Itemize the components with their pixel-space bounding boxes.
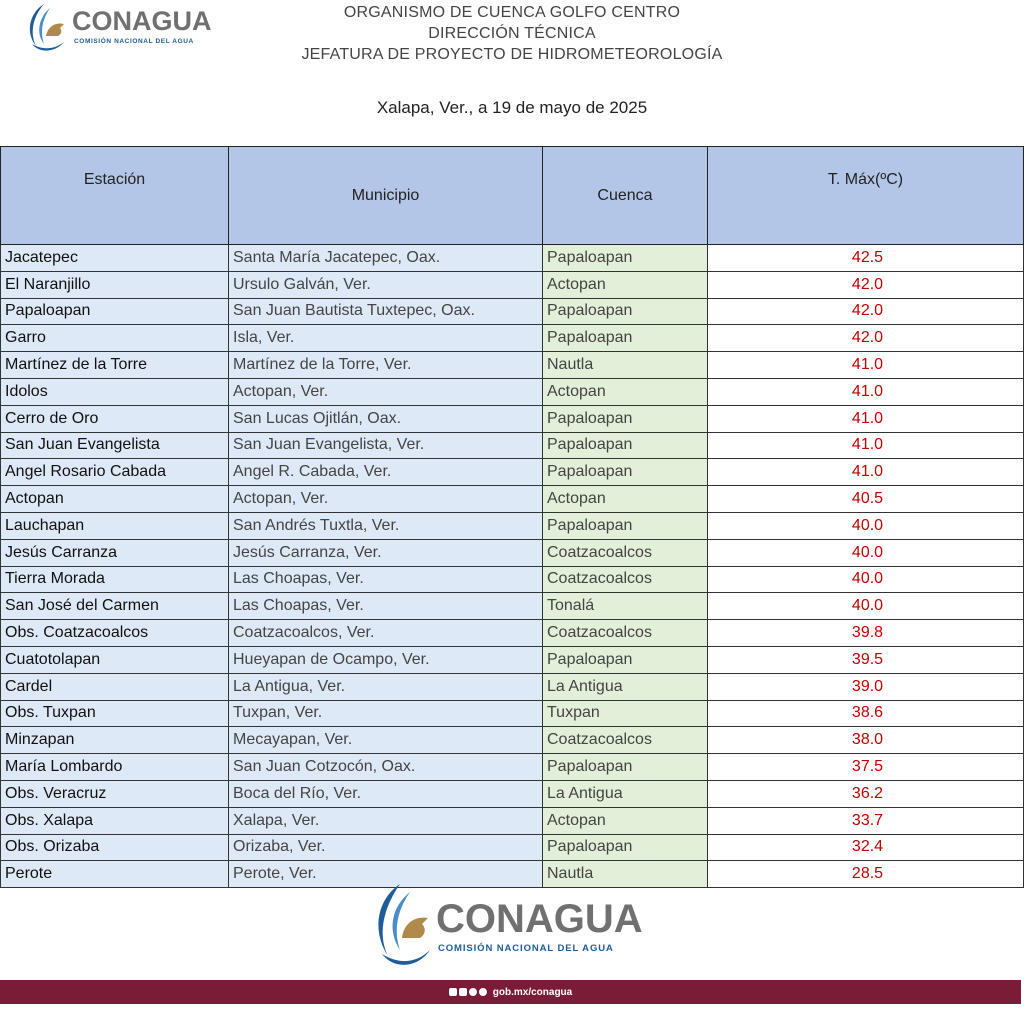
cell-estacion: Cerro de Oro [1,405,229,432]
cell-municipio: San Andrés Tuxtla, Ver. [229,512,543,539]
cell-municipio: Santa María Jacatepec, Oax. [229,245,543,272]
cell-municipio: Boca del Río, Ver. [229,780,543,807]
cell-cuenca: Nautla [543,861,708,888]
footer-url-link[interactable]: gob.mx/conagua [492,986,573,998]
logo-top-name: CONAGUA [72,6,212,36]
cell-estacion: María Lombardo [1,754,229,781]
org-line-3: JEFATURA DE PROYECTO DE HIDROMETEOROLOGÍA [301,46,723,63]
cell-tmax: 40.0 [708,539,1024,566]
cell-cuenca: Coatzacoalcos [543,727,708,754]
cell-estacion: Jesús Carranza [1,539,229,566]
cell-municipio: Las Choapas, Ver. [229,566,543,593]
table-row [1,807,1024,834]
table-row [1,459,1024,486]
cell-tmax: 41.0 [708,405,1024,432]
table-row [1,834,1024,861]
cell-municipio: Hueyapan de Ocampo, Ver. [229,646,543,673]
table-row [1,566,1024,593]
cell-tmax: 42.5 [708,245,1024,272]
header-cuenca: Cuenca [543,147,708,245]
cell-cuenca: Coatzacoalcos [543,620,708,647]
cell-municipio: San Lucas Ojitlán, Oax. [229,405,543,432]
cell-municipio: Actopan, Ver. [229,378,543,405]
cell-cuenca: Actopan [543,271,708,298]
cell-municipio: San Juan Cotzocón, Oax. [229,754,543,781]
cell-municipio: Perote, Ver. [229,861,543,888]
cell-cuenca: Coatzacoalcos [543,539,708,566]
cell-municipio: Jesús Carranza, Ver. [229,539,543,566]
cell-cuenca: Papaloapan [543,754,708,781]
cell-tmax: 37.5 [708,754,1024,781]
cell-tmax: 38.0 [708,727,1024,754]
cell-estacion: Obs. Coatzacoalcos [1,620,229,647]
instagram-icon[interactable] [469,988,477,996]
cell-municipio: Mecayapan, Ver. [229,727,543,754]
table-row [1,245,1024,272]
cell-estacion: Martínez de la Torre [1,352,229,379]
cell-tmax: 41.0 [708,378,1024,405]
header-estacion: Estación [1,147,229,245]
cell-estacion: Perote [1,861,229,888]
facebook-icon[interactable] [449,988,457,996]
cell-tmax: 41.0 [708,352,1024,379]
logo-bottom-subtitle: COMISIÓN NACIONAL DEL AGUA [438,943,614,954]
table-row [1,512,1024,539]
cell-cuenca: Papaloapan [543,405,708,432]
cell-tmax: 38.6 [708,700,1024,727]
cell-cuenca: La Antigua [543,673,708,700]
cell-cuenca: Papaloapan [543,325,708,352]
table-row [1,352,1024,379]
cell-municipio: La Antigua, Ver. [229,673,543,700]
cell-estacion: Obs. Xalapa [1,807,229,834]
cell-municipio: Xalapa, Ver. [229,807,543,834]
cell-municipio: Martínez de la Torre, Ver. [229,352,543,379]
cell-tmax: 33.7 [708,807,1024,834]
x-icon[interactable] [459,988,467,996]
table-row [1,754,1024,781]
report-date: Xalapa, Ver., a 19 de mayo de 2025 [376,98,648,117]
table-row [1,298,1024,325]
cell-cuenca: Nautla [543,352,708,379]
cell-tmax: 42.0 [708,271,1024,298]
cell-tmax: 42.0 [708,325,1024,352]
cell-estacion: Lauchapan [1,512,229,539]
cell-municipio: Las Choapas, Ver. [229,593,543,620]
cell-tmax: 32.4 [708,834,1024,861]
cell-municipio: Ursulo Galván, Ver. [229,271,543,298]
table-row [1,405,1024,432]
organization-header [0,2,1024,65]
logo-top-subtitle: COMISIÓN NACIONAL DEL AGUA [74,38,194,45]
cell-cuenca: Papaloapan [543,298,708,325]
table-row [1,486,1024,513]
org-line-2: DIRECCIÓN TÉCNICA [428,25,596,42]
cell-estacion: Minzapan [1,727,229,754]
conagua-logo-bottom [370,880,660,970]
cell-tmax: 41.0 [708,432,1024,459]
table-row [1,727,1024,754]
cell-estacion: Garro [1,325,229,352]
youtube-icon[interactable] [479,988,487,996]
cell-municipio: Orizaba, Ver. [229,834,543,861]
cell-estacion: Obs. Veracruz [1,780,229,807]
cell-tmax: 40.0 [708,593,1024,620]
cell-estacion: El Naranjillo [1,271,229,298]
cell-estacion: Papaloapan [1,298,229,325]
table-row [1,325,1024,352]
cell-cuenca: Papaloapan [543,432,708,459]
cell-cuenca: Papaloapan [543,459,708,486]
cell-estacion: Cardel [1,673,229,700]
cell-municipio: San Juan Evangelista, Ver. [229,432,543,459]
cell-cuenca: Papaloapan [543,646,708,673]
cell-estacion: Idolos [1,378,229,405]
cell-tmax: 41.0 [708,459,1024,486]
header-tmax: T. Máx(ºC) [708,147,1024,245]
cell-tmax: 39.8 [708,620,1024,647]
cell-municipio: Coatzacoalcos, Ver. [229,620,543,647]
cell-estacion: Jacatepec [1,245,229,272]
cell-municipio: Isla, Ver. [229,325,543,352]
cell-tmax: 40.5 [708,486,1024,513]
cell-tmax: 40.0 [708,566,1024,593]
cell-tmax: 42.0 [708,298,1024,325]
cell-cuenca: Coatzacoalcos [543,566,708,593]
table-row [1,646,1024,673]
cell-tmax: 39.5 [708,646,1024,673]
cell-cuenca: Tuxpan [543,700,708,727]
cell-estacion: San José del Carmen [1,593,229,620]
cell-cuenca: Actopan [543,807,708,834]
cell-cuenca: Tonalá [543,593,708,620]
cell-tmax: 39.0 [708,673,1024,700]
social-icons [449,988,487,996]
cell-estacion: Obs. Orizaba [1,834,229,861]
cell-municipio: Tuxpan, Ver. [229,700,543,727]
cell-estacion: Angel Rosario Cabada [1,459,229,486]
cell-cuenca: Papaloapan [543,834,708,861]
cell-cuenca: Actopan [543,486,708,513]
cell-estacion: San Juan Evangelista [1,432,229,459]
table-row [1,378,1024,405]
cell-estacion: Actopan [1,486,229,513]
cell-cuenca: Papaloapan [543,245,708,272]
table-row [1,271,1024,298]
table-row [1,593,1024,620]
table-row [1,432,1024,459]
table-row [1,780,1024,807]
cell-tmax: 40.0 [708,512,1024,539]
table-row [1,620,1024,647]
header-municipio: Municipio [229,147,543,245]
conagua-emblem-icon [378,884,430,965]
table-row [1,673,1024,700]
table-body [1,245,1024,888]
table-header-row [1,147,1024,245]
cell-municipio: Actopan, Ver. [229,486,543,513]
cell-estacion: Tierra Morada [1,566,229,593]
cell-estacion: Obs. Tuxpan [1,700,229,727]
temperature-table [0,146,1024,888]
footer-bar [0,980,1021,1004]
cell-cuenca: Actopan [543,378,708,405]
table-row [1,700,1024,727]
cell-municipio: Angel R. Cabada, Ver. [229,459,543,486]
cell-tmax: 28.5 [708,861,1024,888]
cell-cuenca: Papaloapan [543,512,708,539]
cell-tmax: 36.2 [708,780,1024,807]
table-row [1,539,1024,566]
org-line-1: ORGANISMO DE CUENCA GOLFO CENTRO [343,4,681,21]
cell-municipio: San Juan Bautista Tuxtepec, Oax. [229,298,543,325]
logo-bottom-name: CONAGUA [436,897,643,941]
cell-cuenca: La Antigua [543,780,708,807]
cell-estacion: Cuatotolapan [1,646,229,673]
